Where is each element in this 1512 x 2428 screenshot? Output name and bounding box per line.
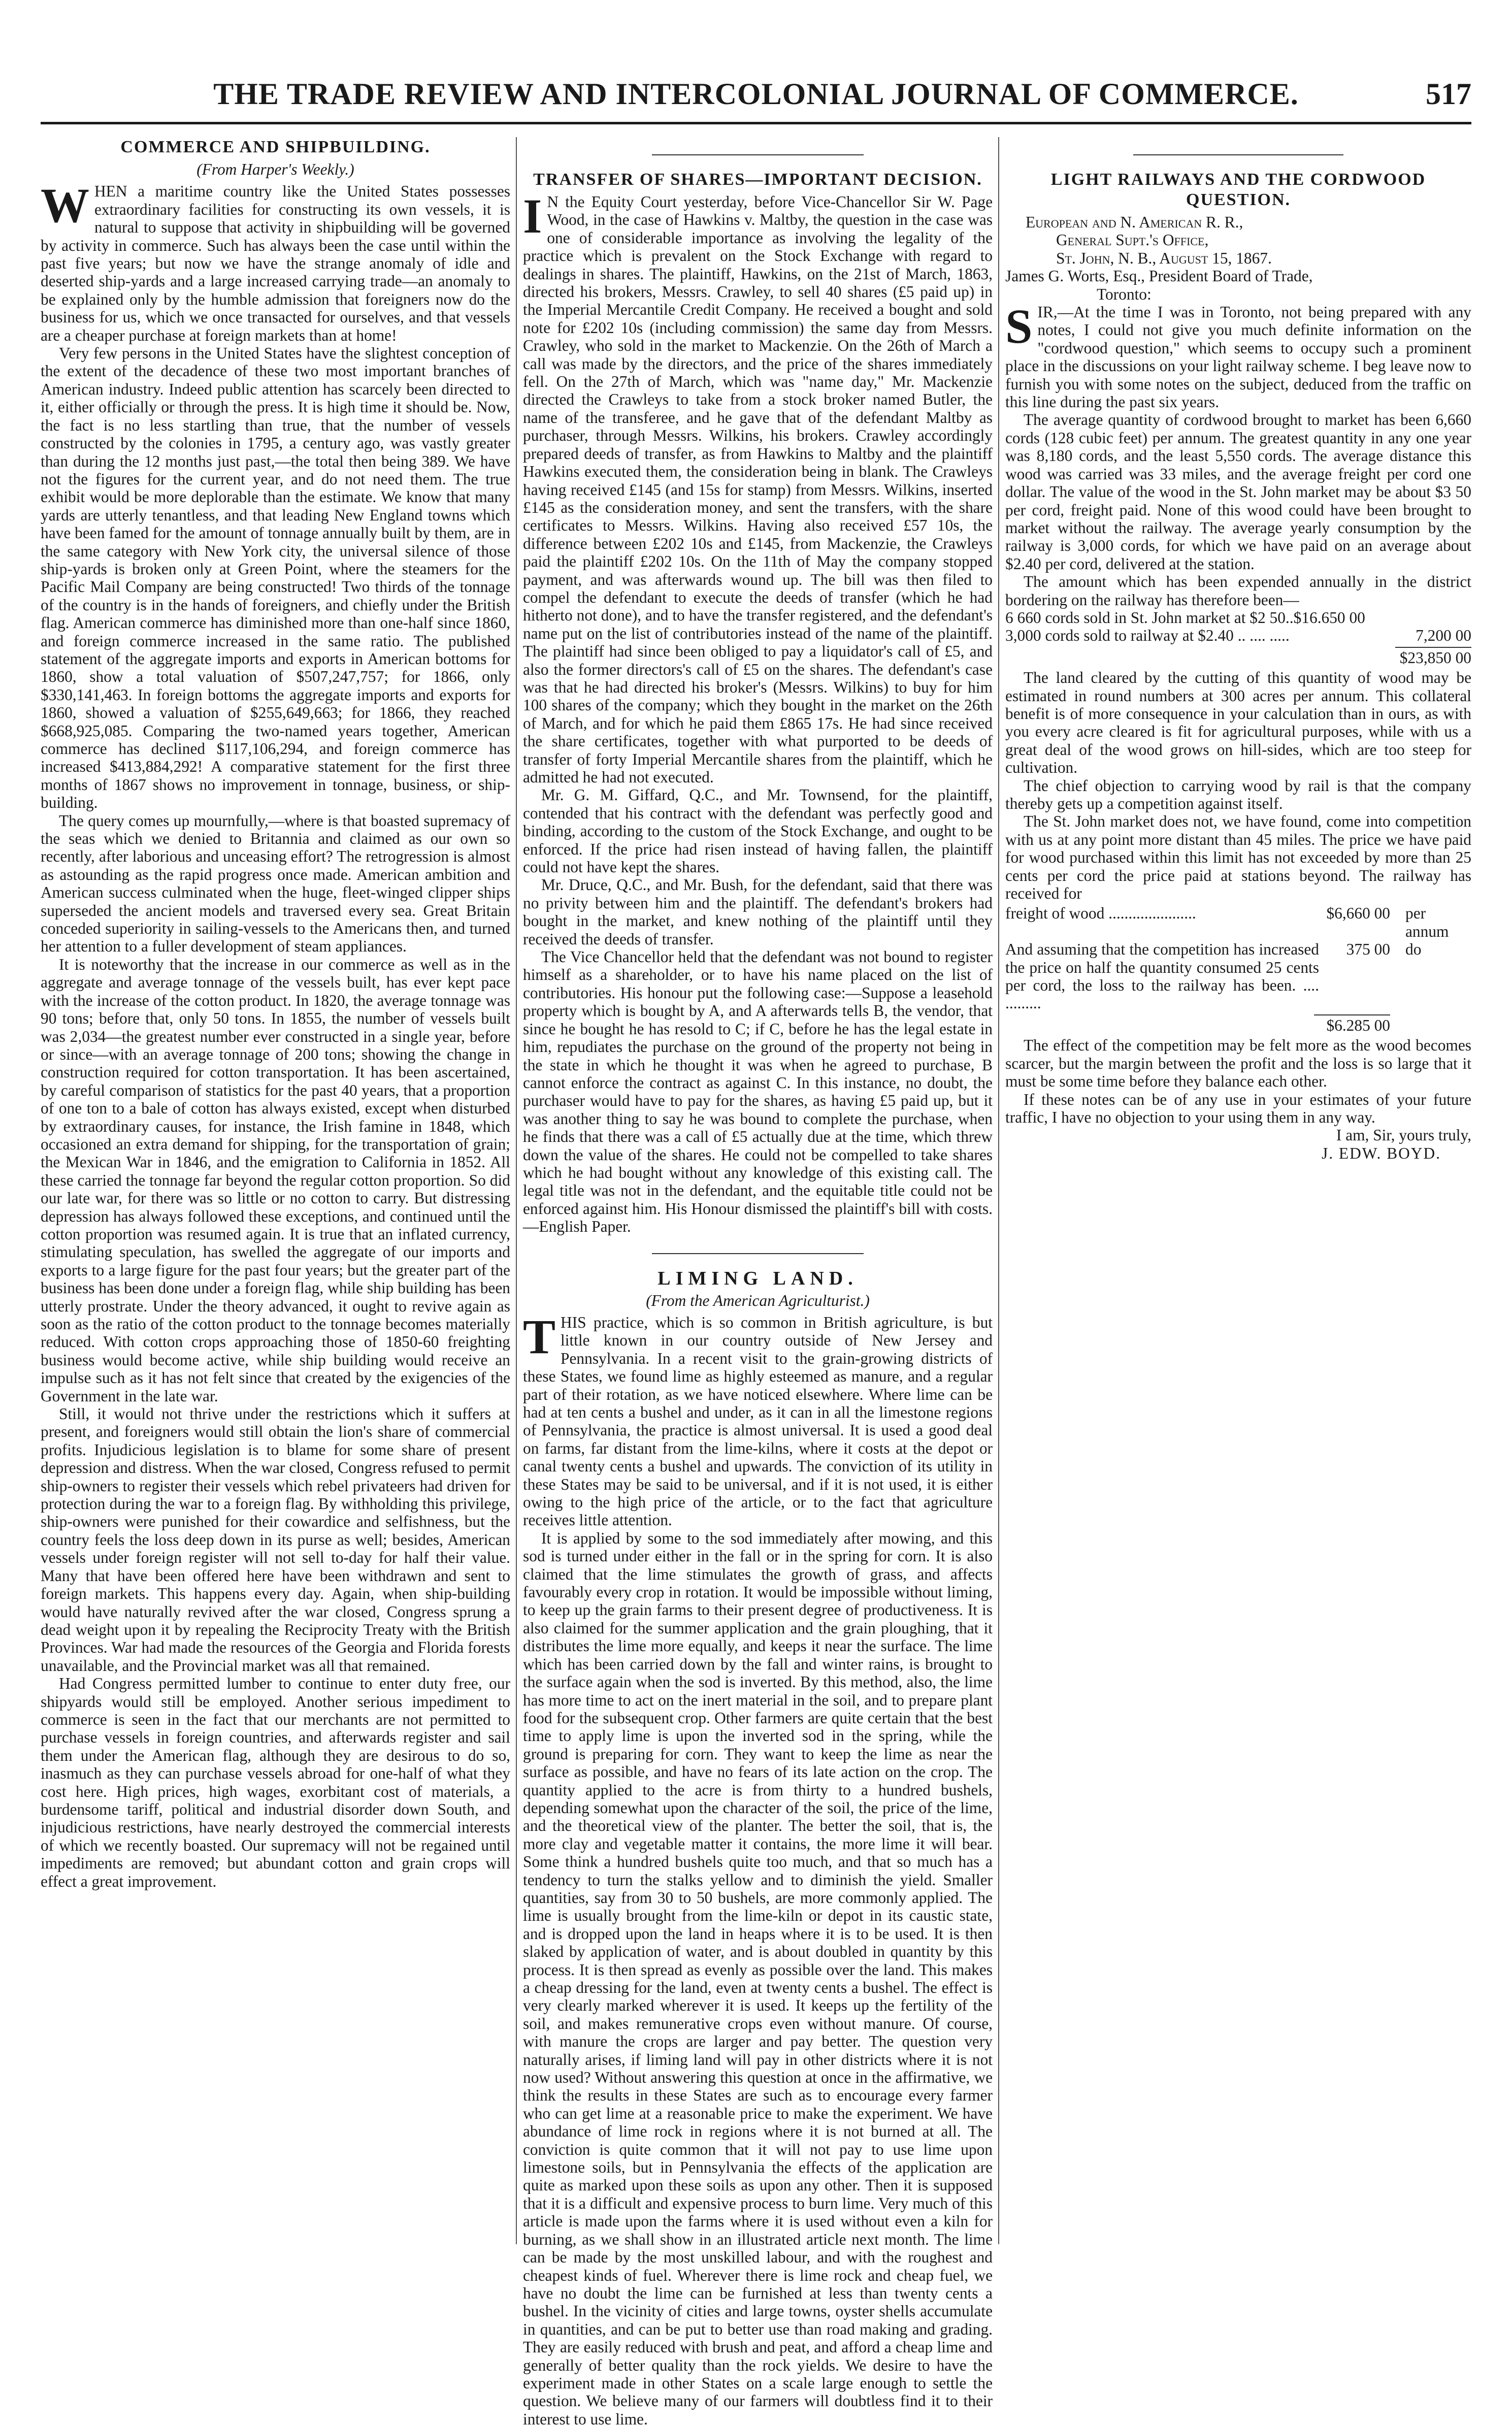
article-paragraph: THIS practice, which is so common in British agriculture, is but little known in our country outside of New Jersey and Pennsylvania. In a recent visit to the grain-growing districts of these States, we found lime as highly esteemed as manure, and a regular part of their rotation, as we have noticed elsewhere. Where lime can be had at ten cents a bushel and under, as it can in all the limestone regions of Pennsylvania, the practice is almost universal. It is used a good deal on farms, far distant from the lime-kilns, where it costs at the depot or canal twenty cents a bushel and upwards. The conviction of its utility in these States may be said to be universal, and if it is not used, it is either owing to the high price of the article, or to the fact that agriculture receives little attention. xyxy=(523,1309,993,1529)
column-2 xyxy=(523,137,993,2428)
article-paragraph: The effect of the competition may be felt more as the wood becomes scarcer, but the margin between the profit and the loss is so large that it must be some time before they balance each other. xyxy=(1005,1036,1471,1091)
article-paragraph: It is applied by some to the sod immediately after mowing, and this sod is turned under either in the fall or in the spring for corn. It is also claimed that the lime stimulates the growth of grass, and affects favourably every crop in rotation. It would be impossible without liming, to keep up the grain farms to their present degree of productiveness. It is also claimed for the summer application and the grain ploughing, that it distributes the lime more equally, and keeps it near the surface. The lime which has been carried down by the fall and winter rains, is brought to the surface again when the sod is inverted. By this method, also, the lime has more time to act on the inert material in the soil, and to prepare plant food for the subsequent crop. Other farmers are quite certain that the best time to apply lime is upon the inverted sod in the spring, while the ground is preparing for corn. They want to keep the lime as near the surface as possible, and have no fears of its late action on the crop. The quantity applied to the acre is from thirty to a hundred bushels, depending somewhat upon the character of the soil, the price of the lime, and the theoretical view of the planter. The better the soil, that is, the more clay and vegetable matter it contains, the more lime it will bear. Some think a hundred bushels quite too much, and that so much has a tendency to turn the stalks yellow and to diminish the yield. Smaller quantities, say from 30 to 50 bushels, are more commonly applied. The lime is usually brought from the lime-kiln or depot in its caustic state, and is dropped upon the land in heaps where it is to be used. It is then slaked by application of water, and is about doubled in quantity by this process. It is then spread as evenly as possible over the land. This makes a cheap dressing for the land, even at twenty cents a bushel. The effect is very clearly marked wherever it is used. It keeps up the fertility of the soil, and makes remunerative crops even without manure. Of course, with manure the crops are larger and pay better. The question very naturally arises, if liming land will pay in other districts where it is not now used? Without answering this question at once in the affirmative, we think the results in these States are such as to encourage every farmer who can get lime at a reasonable price to make the experiment. We have abundance of lime rock in regions where it is not burned at all. The conviction is quite common that it will not pay to use lime upon limestone soils, but in Pennsylvania the effects of the application are quite as marked upon these soils as upon any other. Then it is supposed that it is a difficult and expensive process to burn lime. Very much of this article is made upon the farms where it is used without even a kiln for burning, as we shall show in an illustrated article next month. The lime can be made by the most unskilled labour, and with the roughest and cheapest kinds of fuel. Wherever there is lime rock and cheap fuel, we have no doubt the lime can be furnished at less than twenty cents a bushel. In the vicinity of cities and large towns, oyster shells accumulate in quantities, and can be put to better use than road making and grading. They are easily reduced with brush and peat, and afford a cheap lime and generally of better quality than the rock yields. We desire to have the experiment made in other States on a scale large enough to settle the question. We believe many of our farmers will doubtless find it to their interest to use lime. xyxy=(523,1529,993,2428)
article-paragraph: Mr. Druce, Q.C., and Mr. Bush, for the defendant, said that there was no privity between him and the plaintiff. The defendant's brokers had bought in the market, and knew nothing of the plaintiff until they received the deeds of transfer. xyxy=(523,876,993,948)
article-paragraph: If these notes can be of any use in your estimates of your future traffic, I have no objection to your using them in any way. xyxy=(1005,1090,1471,1126)
article-paragraph: SIR,—At the time I was in Toronto, not being prepared with any notes, I could not give you much definite information on the "cordwood question," which seems to occupy such a prominent place in the discussions on your light railway scheme. I beg leave now to furnish you with some notes on the subject, deduced from the traffic on this line during the past six years. xyxy=(1005,299,1471,411)
article-title-railways: LIGHT RAILWAYS AND THE CORDWOOD QUESTION. xyxy=(1050,170,1426,209)
article-paragraph: The query comes up mournfully,—where is that boasted supremacy of the seas which we denied to Britannia and claimed as our own so recently, after laborious and unceasing effort? The retrogression is almost as astounding as the rapid progress once made. American ambition and American success culminated when the huge, fleet-winged clipper ships superseded the ancient models and traversed every sea. Great Britain conceded superiority in sailing-vessels to the Americans then, and turned her attention to a fuller development of steam appliances. xyxy=(41,811,510,956)
calculation-row: 6 660 cords sold in St. John market at $2 50..$16.650 00 xyxy=(1005,608,1365,627)
article-separator xyxy=(1133,154,1343,155)
article-source-commerce: (From Harper's Weekly.) xyxy=(196,160,354,178)
letter-heading: European and N. American R. R., General Supt.'s Office, St. John, N. B., August 15, 1867. xyxy=(1026,213,1272,267)
letter-closing: I am, Sir, yours truly, xyxy=(1336,1126,1471,1144)
article-paragraph: The chief objection to carrying wood by rail is that the company thereby gets up a competition against itself. xyxy=(1005,776,1471,812)
column-1 xyxy=(41,137,510,2244)
article-paragraph: The land cleared by the cutting of this quantity of wood may be estimated in round numbers at 300 acres per annum. This collateral benefit is of more consequence in your calculation than in ours, as with you every acre cleared is fit for agricultural purposes, while with us a great deal of the wood grows on hill-sides, which are too steep for cultivation. xyxy=(1005,669,1471,777)
article-paragraph: Very few persons in the United States have the slightest conception of the extent of the decadence of these two most important branches of American industry. Indeed public attention has scarcely been directed to it, either officially or through the press. It is high time it should be. Now, the fact is no less startling than true, that the number of vessels constructed by the colonies in 1795, a century ago, was vastly greater than during the 12 months just past,—the total then being 389. We have not the figures for the current year, and do not need them. The true exhibit would be more deplorable than the estimate. We know that many yards are utterly tenantless, and that leading New England towns which have been famed for the amount of tonnage annually built by them, are in the same category with New York city, the universal silence of those ship-yards is broken only at Green Point, where the steamers for the Pacific Mail Company are being constructed! Two thirds of the tonnage of the country is in the hands of foreigners, and chiefly under the British flag. American commerce has diminished more than one-half since 1860, and foreign commerce increased in the same ratio. The published statement of the aggregate imports and exports in American bottoms for 1860, show a total valuation of $507,247,757; for 1866, only $330,141,463. In foreign bottoms the aggregate imports and exports for 1860, showed a valuation of $255,649,663; for 1866, they reached $668,925,085. Comparing the two-named years together, American commerce has declined $117,106,294, and foreign commerce has increased $413,884,292! A comparative statement for the first three months of 1867 shows no improvement in tonnage, business, or ship-building. xyxy=(41,344,510,812)
letter-addressee-place: Toronto: xyxy=(1097,285,1152,303)
page-header xyxy=(41,66,1471,124)
drop-cap: S xyxy=(1005,299,1033,354)
letter-signature: J. EDW. BOYD. xyxy=(1322,1144,1441,1162)
article-paragraph: The St. John market does not, we have found, come into competition with us at any point more distant than 45 miles. The price we have paid for wood purchased within this limit has not exceeded by more than 25 cents per cord the price paid at stations beyond. The railway has received for xyxy=(1005,812,1471,903)
freight-ledger xyxy=(1005,904,1471,1012)
article-paragraph: It is noteworthy that the increase in our commerce as well as in the aggregate and average tonnage of the vessels built, has ever kept pace with the increase of the cotton product. In 1820, the average tonnage was 90 tons; before that, only 50 tons. In 1855, the number of vessels built was 2,034—the greatest number ever constructed in a single year, before or since—with an average tonnage of 200 tons; showing the change in construction required for cotton transportation. It has been ascertained, by careful comparison of statistics for the past 40 years, that a proportion of one ton to a bale of cotton has always existed, except when disturbed by extraordinary causes, for instance, the Irish famine in 1848, which occasioned an extra demand for shipping, for the transportation of grain; the Mexican War in 1846, and the emigration to California in 1852. All these carried the tonnage far beyond the regular cotton proportion. So did our late war, for there was so little or no cotton to carry. But distressing depression has always followed these exceptions, and continued until the cotton proportion was resumed again. It is true that an inflated currency, stimulating speculation, has swelled the aggregate of our imports and exports to a large figure for the past four years; but the greater part of the business has been done under a foreign flag, while ship building has been utterly prostrate. Under the theory advanced, it ought to revive again as soon as the ratio of the cotton product to the tonnage becomes materially reduced. With cotton crops approaching those of 1850-60 freighting business would become active, while ship building would receive an impulse such as it has not felt since that created by the exigencies of the Government in the late war. xyxy=(41,955,510,1405)
drop-cap: T xyxy=(523,1309,556,1364)
letter-addressee: James G. Worts, Esq., President Board of Trade, xyxy=(1005,267,1313,285)
drop-cap: I xyxy=(523,189,542,243)
article-title-liming: LIMING LAND. xyxy=(658,1267,858,1289)
ledger-row: freight of wood ...................... $6,660 00 per annum xyxy=(1005,904,1449,940)
calculation-row: 3,000 cords sold to railway at $2.40 .. .... ..... 7,200 00 xyxy=(1005,627,1471,645)
article-paragraph: WHEN a maritime country like the United States possesses extraordinary facilities for constructing its own vessels, it is natural to suppose that activity in shipbuilding will be governed by activity in commerce. Such has always been the case until within the past five years; but now we have the strange anomaly of idle and deserted ship-yards and a large increased carrying trade—an anomaly to be explained only by the humble admission that foreigners now do the business for us, which we once transacted for ourselves, and that vessels are a cheaper purchase at foreign markets than at home! xyxy=(41,178,510,344)
article-paragraph: I N the Equity Court yesterday, before Vice-Chancellor Sir W. Page Wood, in the case of Hawkins v. Maltby, the question in the case was one of considerable importance as involving the legality of the practice which is prevalent on the Stock Exchange with regard to dealings in shares. The plaintiff, Hawkins, on the 21st of March, 1863, directed his brokers, Messrs. Crawley, to sell 40 shares (£5 paid up) in the Imperial Mercantile Credit Company. He received a bought and sold note for £202 10s (including commission) the same day from Messrs. Crawley, who sold in the market to Mackenzie. On the 26th of March a call was made by the directors, and the price of the shares immediately fell. On the 27th of March, which was "name day," Mr. Mackenzie directed the Crawleys to take from a stock broker named Butler, the name of the transferee, and he gave that of the defendant Maltby as purchaser, through Messrs. Wilkins, his brokers. Crawley accordingly prepared deeds of transfer, as from Hawkins to Maltby and the plaintiff Hawkins executed them, the consideration being in blank. The Crawleys having received £145 (and 15s for stamp) from Messrs. Wilkins, inserted £145 as the consideration money, and sent the transfers, with the share certificates to Messrs. Wilkins. Having also received £57 10s, the difference between £202 10s and £145, from Mackenzie, the Crawleys paid the plaintiff £202 10s. On the 11th of May the company stopped payment, and was afterwards wound up. The bill was then filed to compel the defendant to execute the deeds of transfer (which he had hitherto not done), and to have the transfer registered, and the defendant's name put on the list of contributories instead of the name of the plaintiff. The plaintiff had since been obliged to pay a liquidator's call of £5, and also the former directors's call of £5 on the shares. The defendant's case was that he had directed his broker's (Messrs. Wilkins) to buy for him 100 shares of the company; which they bought in the market on the 26th of March, and for which he paid them £865 17s. He had since received the share certificates, together with what purported to be deeds of transfer of forty Imperial Mercantile shares from the plaintiff, which he admitted he had not executed. xyxy=(523,189,993,786)
article-source-liming: (From the American Agriculturist.) xyxy=(646,1291,870,1309)
article-paragraph: Still, it would not thrive under the restrictions which it suffers at present, and foreigners would still obtain the lion's share of commercial profits. Injudicious legislation is to blame for some share of present depression and distress. When the war closed, Congress refused to permit ship-owners to register their vessels which rebel privateers had driven for protection during the war to a foreign flag. By withholding this privilege, ship-owners were punished for their cowardice and selfishness, but the country feels the loss deep down in its purse as well; besides, American vessels under foreign register will not sell to-day for half their value. Many that have been offered here have been withdrawn and sent to foreign markets. This happens every day. Again, when ship-building would have naturally revived after the war closed, Congress sprung a dead weight upon it by repealing the Reciprocity Treaty with the British Provinces. War had made the resources of the Georgia and Florida forests unavailable, and the Provincial market was all that remained. xyxy=(41,1405,510,1675)
column-divider xyxy=(516,137,517,2244)
article-paragraph: Had Congress permitted lumber to continue to enter duty free, our shipyards would still be employed. Another serious impediment to commerce is seen in the fact that our merchants are not permitted to purchase vessels in foreign countries, and afterwards register and sail them under the American flag, although they are desirous to do so, inasmuch as they can purchase vessels abroad for one-half of what they cost here. High prices, high wages, exorbitant cost of materials, a burdensome tariff, political and industrial disorder down South, and injudicious restrictions, have nearly destroyed the commercial interests of which we recently boasted. Our supremacy will not be regained until impediments are removed; but abundant cotton and grain crops will effect a great improvement. xyxy=(41,1675,510,1890)
journal-title: THE TRADE REVIEW AND INTERCOLONIAL JOURNAL OF COMMERCE. xyxy=(213,77,1299,111)
article-separator xyxy=(652,1253,863,1254)
article-separator xyxy=(652,154,863,155)
ledger-total: $6.285 00 xyxy=(1005,1014,1390,1034)
page-number: 517 xyxy=(1426,77,1471,111)
article-paragraph: The Vice Chancellor held that the defendant was not bound to register himself as a shareholder, or to have his name placed on the list of contributories. His honour put the following case:—Suppose a leasehold property which is bought by A, and A afterwards tells B, the vendor, that since he bought he has resold to C; if C, before he has the legal estate in him, repudiates the purchase on the ground of the property not being in the state in which he thought it was when he agreed to purchase, B cannot enforce the contract as against C. In this instance, no doubt, the purchaser would have to pay for the shares, as having £5 paid up, but it was another thing to say he was bound to complete the purchase, when he finds that there was a call of £5 actually due at the time, which threw down the value of the shares. He could not be compelled to take shares which he had bought without any knowledge of this existing call. The legal title was not in the defendant, and the equitable title could not be enforced against him. His Honour dismissed the plaintiff's bill with costs.—English Paper. xyxy=(523,948,993,1236)
drop-cap: W xyxy=(41,178,89,233)
article-title-commerce: COMMERCE AND SHIPBUILDING. xyxy=(120,138,431,156)
article-title-transfer: TRANSFER OF SHARES—IMPORTANT DECISION. xyxy=(533,170,982,189)
calculation-total: $23,850 00 xyxy=(1005,647,1471,667)
article-paragraph: The average quantity of cordwood brought to market has been 6,660 cords (128 cubic feet) per annum. The greatest quantity in any one year was 8,180 cords, and the least 5,550 cords. The average distance this wood was carried was 33 miles, and the average freight per cord one dollar. The value of the wood in the St. John market may be about $3 50 per cord, freight paid. None of this wood could have been brought to market without the railway. The average yearly consumption by the railway is 3,000 cords, for which we have paid on an average about $2.40 per cord, delivered at the station. xyxy=(1005,411,1471,573)
article-paragraph: The amount which has been expended annually in the district bordering on the railway has therefore been— xyxy=(1005,573,1471,609)
column-divider xyxy=(998,137,999,2244)
article-paragraph: Mr. G. M. Giffard, Q.C., and Mr. Townsend, for the plaintiff, contended that his contract with the defendant was perfectly good and binding, according to the custom of the Stock Exchange, and ought to be enforced. If the price had risen instead of having fallen, the plaintiff could not have kept the shares. xyxy=(523,786,993,876)
ledger-row: And assuming that the competition has increased the price on half the quantity consumed 25 cents per cord, the loss to the railway has been. .... ......... 375 00 do xyxy=(1005,940,1422,1012)
column-3 xyxy=(1005,137,1471,2244)
